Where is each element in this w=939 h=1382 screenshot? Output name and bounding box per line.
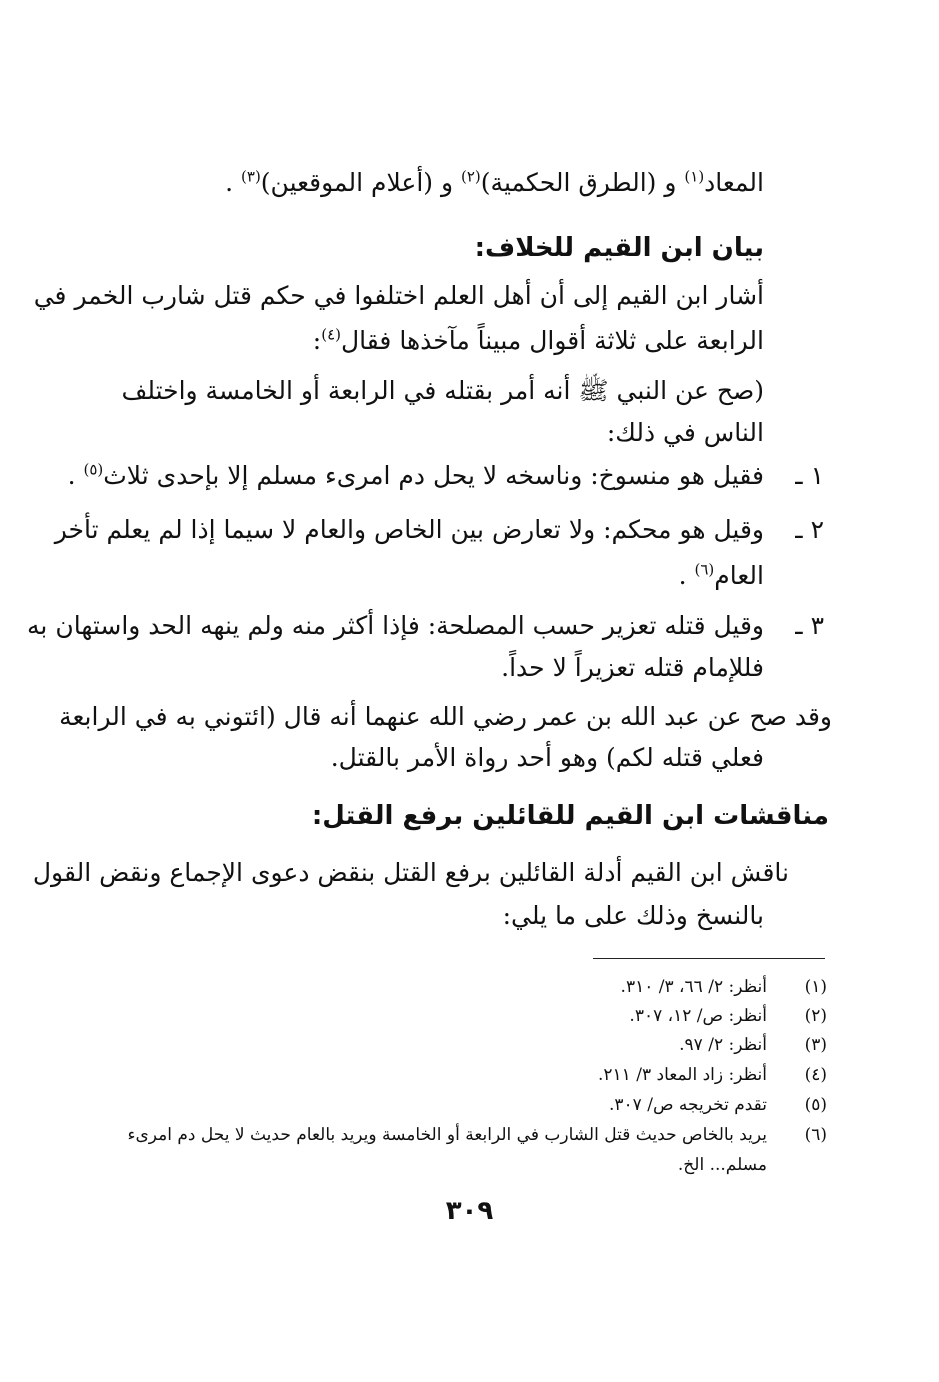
text-segment: . [225, 168, 234, 197]
footnote-ref: (٢) [461, 167, 481, 186]
footnote-text: أنظر: ص/ ١٢، ٣٠٧. [629, 1006, 767, 1026]
list-item-line: وقيل هو محكم: ولا تعارض بين الخاص والعام لا سيما إذا لم يعلم تأخر [54, 515, 764, 544]
text-segment: : [312, 326, 322, 355]
text-segment: و (أعلام الموقعين) [260, 168, 454, 197]
footnote-number: (١) [804, 977, 827, 997]
list-item-line: وقيل قتله تعزير حسب المصلحة: فإذا أكثر منه ولم ينهه الحد واستهان به [27, 611, 764, 640]
paragraph-line: بالنسخ وذلك على ما يلي: [502, 901, 764, 930]
paragraph-line: (صح عن النبي ﷺ أنه أمر بقتله في الرابعة أو الخامسة واختلف [121, 376, 764, 405]
list-item-line [679, 556, 764, 596]
footnote-text: أنظر: ٢/ ٦٦، ٣/ ٣١٠. [620, 977, 767, 997]
paragraph-line: ناقش ابن القيم أدلة القائلين برفع القتل بنقض دعوى الإجماع ونقض القول [32, 858, 789, 887]
list-number: ٢ ـ [795, 515, 824, 544]
list-item-line: فللإمام قتله تعزيراً لا حداً. [501, 653, 764, 682]
section-heading-discussions: مناقشات ابن القيم للقائلين برفع القتل: [311, 801, 829, 831]
text-segment: و (الطرق الحكمية) [480, 168, 677, 197]
footnote-ref: (٥) [83, 460, 104, 479]
text-segment: المعاد [704, 168, 764, 197]
footnote-ref: (٣) [241, 167, 261, 186]
footnote-text: يريد بالخاص حديث قتل الشارب في الرابعة أو الخامسة ويريد بالعام حديث لا يحل دم امرىء [127, 1125, 767, 1145]
footnote-text: أنظر: ٢/ ٩٧. [679, 1035, 767, 1055]
text-segment: . [67, 461, 76, 490]
paragraph-line: فعلي قتله لكم) وهو أحد رواة الأمر بالقتل. [330, 743, 764, 772]
footnote-ref: (٦) [694, 560, 715, 579]
paragraph-line: أشار ابن القيم إلى أن أهل العلم اختلفوا في حكم قتل شارب الخمر في [33, 281, 764, 310]
text-segment: الرابعة على ثلاثة أقوال مبيناً مآخذها فقال [341, 326, 764, 355]
list-number: ٣ ـ [795, 611, 824, 640]
section-heading-disagreement: بيان ابن القيم للخلاف: [474, 233, 764, 263]
footnote-ref: (١) [684, 167, 705, 186]
text-line-1 [225, 163, 764, 203]
list-number: ١ ـ [795, 461, 824, 490]
footnote-text: أنظر: زاد المعاد ٣/ ٢١١. [598, 1065, 767, 1085]
footnote-number: (٢) [804, 1006, 827, 1026]
footnote-ref: (٤) [321, 325, 341, 344]
footnote-number: (٤) [804, 1065, 827, 1085]
paragraph-line: الناس في ذلك: [606, 418, 764, 447]
text-segment: العام [714, 561, 764, 590]
page-number: ٣٠٩ [445, 1196, 494, 1226]
text-segment: . [678, 561, 687, 590]
paragraph-line [313, 321, 764, 361]
paragraph-line: وقد صح عن عبد الله بن عمر رضي الله عنهما أنه قال (ائتوني به في الرابعة [59, 702, 832, 731]
list-item-line [68, 456, 764, 496]
footnote-number: (٦) [804, 1125, 827, 1145]
text-segment: فقيل هو منسوخ: وناسخه لا يحل دم امرىء مسلم إلا بإحدى ثلاث [103, 461, 764, 490]
footnote-separator [593, 958, 825, 959]
footnote-text-continued: مسلم... الخ. [677, 1155, 767, 1175]
footnote-text: تقدم تخريجه ص/ ٣٠٧. [609, 1095, 767, 1115]
footnote-number: (٥) [804, 1095, 827, 1115]
footnote-number: (٣) [804, 1035, 827, 1055]
